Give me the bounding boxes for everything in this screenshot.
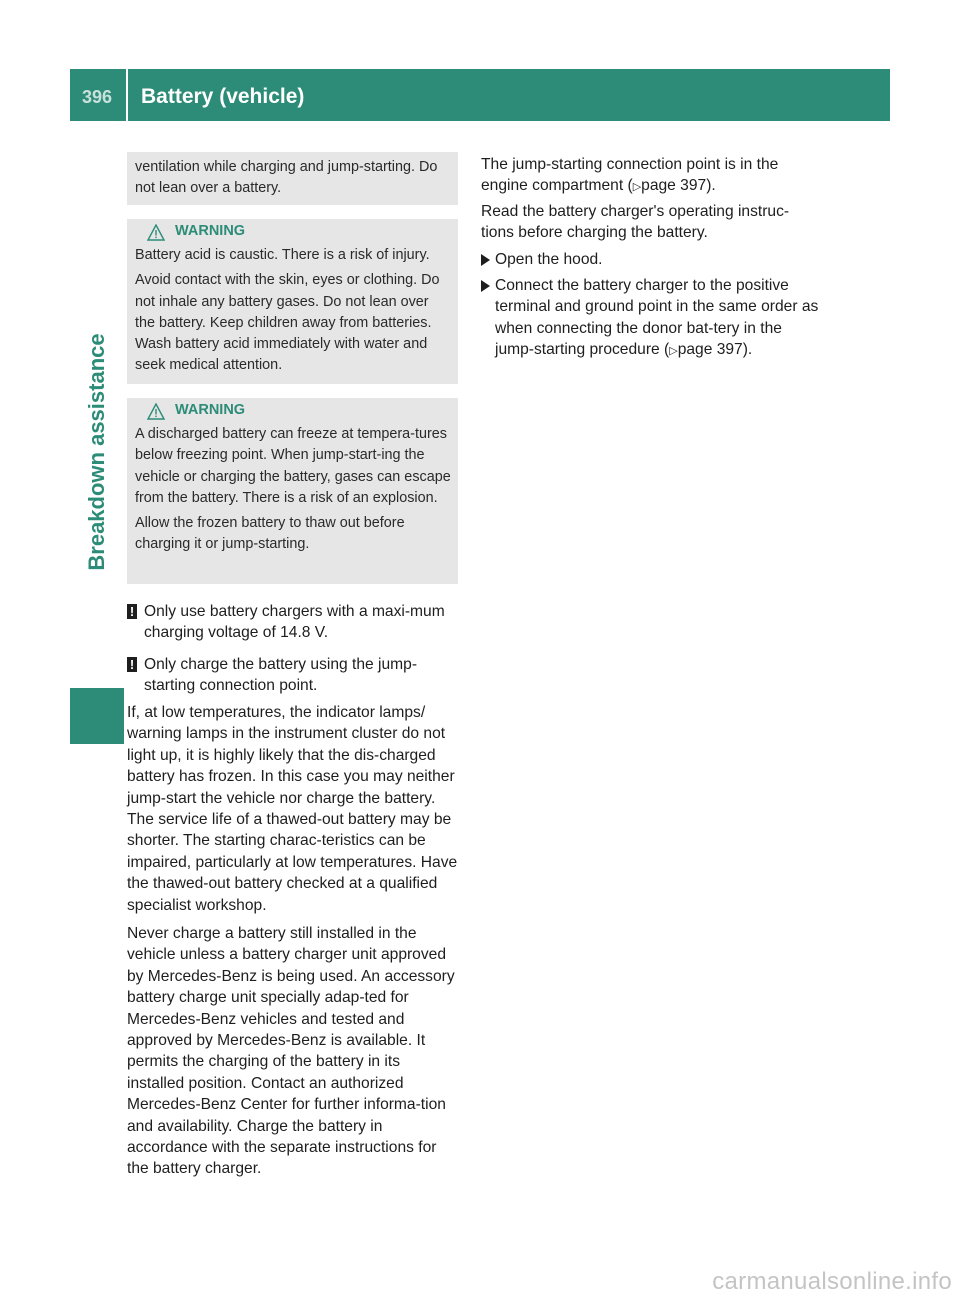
warning-text: Avoid contact with the skin, eyes or clothing. Do not inhale any battery gases. Do not lean over the battery. Keep children away from batteries. Wash battery acid immediately with water and seek medical attention. — [135, 272, 440, 374]
caution-note — [127, 654, 458, 697]
instruction-step-text: Open the hood. — [495, 251, 603, 268]
caution-note — [127, 601, 458, 644]
body-paragraph-text: Never charge a battery still installed in the vehicle unless a battery charger unit approved by Mercedes-Benz is being used. An accessory battery charge unit specially adap-ted for Mercedes-Benz vehicles and tested and approved by Mercedes-Benz is available. It permits the charging of the battery in its installed position. Contact an authorized Mercedes-Benz Center for further informa-tion and availability. Charge the battery in accordance with the separate instructions for the battery charger. — [127, 925, 455, 1178]
body-paragraph-text — [481, 154, 821, 199]
step-arrow-icon — [481, 280, 490, 292]
page-reference-icon: ▷ — [669, 345, 678, 358]
exclamation-icon: ! — [127, 604, 137, 619]
body-paragraph — [127, 702, 459, 916]
body-paragraph — [127, 923, 459, 1180]
warning-triangle-icon — [147, 403, 165, 420]
body-paragraph-text: If, at low temperatures, the indicator lamps/ warning lamps in the instrument cluster do not light up, it is highly likely that the dis-charged battery has frozen. In this case you may neither jump-start the vehicle nor charge the battery. The service life of a thawed-out battery may be shorter. The starting charac-teristics can be impaired, particularly at low temperatures. Have the thawed-out battery checked at a qualified specialist workshop. — [127, 704, 458, 914]
warning-heading — [147, 221, 452, 243]
page-reference-link[interactable]: page 397). — [641, 177, 716, 195]
caution-note-text: Only charge the battery using the jump-starting connection point. — [144, 656, 418, 695]
warning-box-acid — [127, 219, 458, 384]
body-text-span: The jump-starting connection point is in the engine compartment ( — [481, 156, 779, 195]
body-paragraph — [481, 201, 821, 244]
section-tab-label: Breakdown assistance — [84, 333, 109, 571]
instruction-step — [481, 249, 821, 270]
page-number: 396 — [81, 87, 113, 107]
warning-text: Battery acid is caustic. There is a risk of injury. — [135, 247, 430, 263]
warning-box-frozen — [127, 398, 458, 584]
warning-text: Allow the frozen battery to thaw out before charging it or jump-starting. — [135, 515, 405, 553]
warning-triangle-icon — [147, 224, 165, 241]
warning-title: WARNING — [175, 223, 246, 240]
body-paragraph-text: Read the battery charger's operating instruc-tions before charging the battery. — [481, 203, 790, 242]
page-title: Battery (vehicle) — [141, 85, 305, 108]
warning-heading — [147, 400, 452, 422]
watermark: carmanualsonline.info — [712, 1268, 952, 1295]
page-reference-link[interactable]: page 397). — [677, 341, 753, 359]
warning-continuation-box — [127, 152, 458, 205]
instruction-step — [481, 275, 821, 363]
caution-note-text: Only use battery chargers with a maxi-mum charging voltage of 14.8 V. — [144, 603, 445, 642]
header-divider — [126, 69, 128, 121]
page-reference-icon: ▷ — [632, 181, 642, 194]
section-tab-marker — [70, 688, 124, 744]
warning-title: WARNING — [175, 402, 246, 419]
instruction-step-text: Connect the battery charger to the positive terminal and ground point in the same order as when connecting the donor bat-tery in the jump-starting procedure ( — [495, 277, 819, 359]
exclamation-icon: ! — [127, 657, 137, 672]
step-arrow-icon — [481, 254, 490, 266]
body-paragraph — [481, 154, 821, 199]
warning-text: A discharged battery can freeze at tempera-tures below freezing point. When jump-start-ing the vehicle or charging the battery, gases can escape from the battery. There is a risk of an explosion. — [135, 426, 451, 506]
warning-continuation-text: ventilation while charging and jump-starting. Do not lean over a battery. — [135, 159, 438, 197]
